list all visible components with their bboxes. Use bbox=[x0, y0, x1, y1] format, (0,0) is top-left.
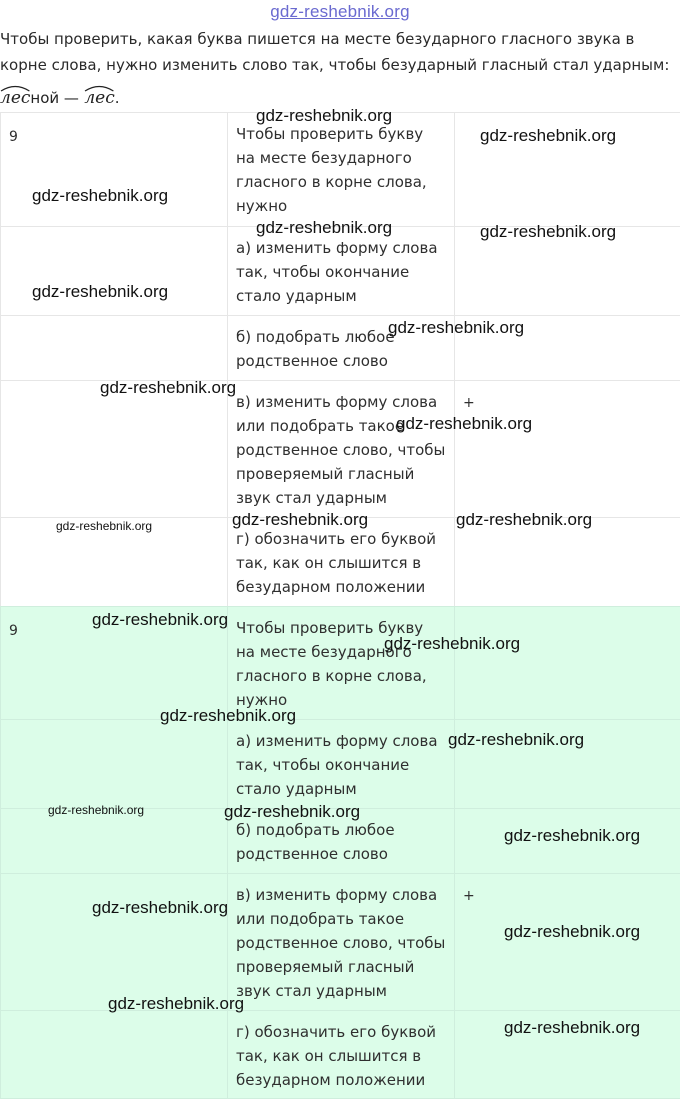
root-arc-icon bbox=[84, 84, 114, 92]
table-row bbox=[1, 874, 680, 1011]
watermark-text: gdz-reshebnik.org bbox=[480, 126, 616, 146]
watermark-text: gdz-reshebnik.org bbox=[256, 106, 392, 126]
watermark-text: gdz-reshebnik.org bbox=[504, 826, 640, 846]
watermark-text: gdz-reshebnik.org bbox=[396, 414, 532, 434]
watermark-text: gdz-reshebnik.org bbox=[92, 898, 228, 918]
example-root-1 bbox=[0, 84, 30, 108]
intro-paragraph: Чтобы проверить, какая буква пишется на месте безударного гласного звука в корне слова, нужно изменить слово так, чтобы безударный гласный стал ударным: bbox=[0, 26, 676, 78]
question-text: Чтобы проверить букву на месте безударного гласного в корне слова, нужно bbox=[228, 113, 454, 218]
watermark-text: gdz-reshebnik.org bbox=[100, 378, 236, 398]
watermark-text: gdz-reshebnik.org bbox=[160, 706, 296, 726]
answer-mark: + bbox=[463, 391, 475, 415]
option-b-text: б) подобрать любое родственное слово bbox=[228, 809, 454, 866]
watermark-text: gdz-reshebnik.org bbox=[504, 922, 640, 942]
option-d-text: г) обозначить его буквой так, как он слышится в безударном положении bbox=[228, 518, 454, 599]
root-arc-icon bbox=[0, 84, 30, 92]
watermark-text: gdz-reshebnik.org bbox=[108, 994, 244, 1014]
watermark-text: gdz-reshebnik.org bbox=[232, 510, 368, 530]
watermark-text: gdz-reshebnik.org bbox=[224, 802, 360, 822]
option-d-text: г) обозначить его буквой так, как он слышится в безударном положении bbox=[228, 1011, 454, 1092]
option-c-text: в) изменить форму слова или подобрать такое родственное слово, чтобы проверяемый гласный звук стал ударным bbox=[228, 381, 454, 510]
example-words bbox=[0, 84, 120, 112]
example-root-2-text: лес bbox=[84, 88, 114, 108]
question-text: Чтобы проверить букву на месте безударного гласного в корне слова, нужно bbox=[228, 607, 454, 712]
option-b-text: б) подобрать любое родственное слово bbox=[228, 316, 454, 373]
watermark-text: gdz-reshebnik.org bbox=[32, 282, 168, 302]
question-number: 9 bbox=[9, 619, 18, 643]
option-a-text: а) изменить форму слова так, чтобы окончание стало ударным bbox=[228, 720, 454, 801]
example-root-1-text: лес bbox=[0, 88, 30, 108]
example-end: . bbox=[115, 89, 120, 107]
option-c-text: в) изменить форму слова или подобрать такое родственное слово, чтобы проверяемый гласный звук стал ударным bbox=[228, 874, 454, 1003]
watermark-text: gdz-reshebnik.org bbox=[256, 218, 392, 238]
site-title-link[interactable]: gdz-reshebnik.org bbox=[0, 2, 680, 22]
option-a-text: а) изменить форму слова так, чтобы окончание стало ударным bbox=[228, 227, 454, 308]
watermark-text: gdz-reshebnik.org bbox=[384, 634, 520, 654]
answer-mark: + bbox=[463, 884, 475, 908]
watermark-text: gdz-reshebnik.org bbox=[56, 519, 152, 533]
watermark-text: gdz-reshebnik.org bbox=[456, 510, 592, 530]
table-row bbox=[1, 381, 680, 518]
example-root-2 bbox=[84, 84, 114, 108]
watermark-text: gdz-reshebnik.org bbox=[480, 222, 616, 242]
watermark-text: gdz-reshebnik.org bbox=[504, 1018, 640, 1038]
watermark-text: gdz-reshebnik.org bbox=[48, 803, 144, 817]
watermark-text: gdz-reshebnik.org bbox=[448, 730, 584, 750]
table-row bbox=[1, 316, 680, 381]
watermark-text: gdz-reshebnik.org bbox=[388, 318, 524, 338]
watermark-text: gdz-reshebnik.org bbox=[92, 610, 228, 630]
watermark-text: gdz-reshebnik.org bbox=[32, 186, 168, 206]
question-number: 9 bbox=[9, 125, 18, 149]
example-rest-1: ной — bbox=[30, 89, 79, 107]
